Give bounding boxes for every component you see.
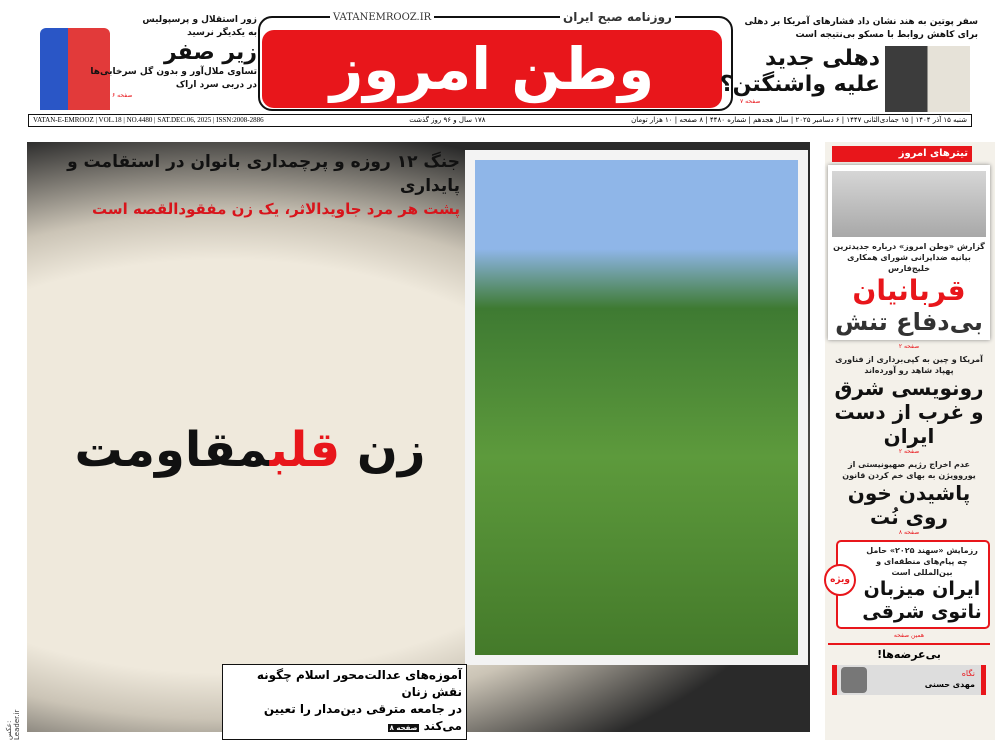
item-kicker: گزارش «وطن امروز» درباره جدیدترین بیانیه ضدایرانی شورای همکاری خلیج‌فارس bbox=[833, 242, 985, 273]
masthead-logo bbox=[262, 30, 722, 108]
gulf-card[interactable] bbox=[828, 165, 990, 340]
item-headline: بی‌دفاع تنش bbox=[835, 308, 983, 336]
putin-headline[interactable] bbox=[719, 46, 880, 106]
sport-teaser[interactable] bbox=[90, 14, 257, 100]
item-kicker: عدم اخراج رژیم صهیونیستی از یوروویژن به بهای خم کردن قانون bbox=[842, 460, 976, 480]
item-headline: رونویسی شرق و غرب از دست ایران bbox=[834, 376, 984, 448]
dateline-years: ۱۷۸ سال و ۹۶ روز گذشت bbox=[409, 116, 486, 124]
column-label: نگاه bbox=[961, 669, 975, 678]
headline-part: زن bbox=[340, 422, 426, 478]
putin-teaser[interactable] bbox=[738, 16, 978, 42]
page-ref: صفحه ۸ bbox=[898, 529, 920, 536]
sport-kicker: زور استقلال و پرسپولیس bbox=[142, 15, 257, 25]
logo-text: وطن امروز bbox=[329, 35, 655, 103]
sidebar-title: تیترهای امروز bbox=[832, 146, 972, 162]
gcc-leaders-photo bbox=[832, 171, 986, 237]
headline-line: علیه واشنگتن؟ bbox=[719, 72, 880, 97]
page-ref: صفحه ۸ bbox=[389, 724, 418, 732]
headline-part: مقاومت bbox=[74, 422, 270, 478]
caption-line: آموزه‌های عدالت‌محور اسلام چگونه نقش زنان bbox=[256, 668, 462, 699]
caption-line: در جامعه مترقی دین‌مدار را تعیین می‌کند bbox=[263, 702, 462, 733]
divider bbox=[828, 643, 990, 645]
putin-kicker: سفر پوتین به هند نشان داد فشارهای آمریکا بر دهلی bbox=[744, 17, 978, 27]
photo-caption[interactable] bbox=[222, 664, 467, 740]
sport-sub: تساوی ملال‌آور و بدون گل سرخابی‌ها bbox=[90, 67, 257, 77]
masthead-subtitle: روزنامه صبح ایران bbox=[560, 10, 675, 24]
main-headline[interactable] bbox=[40, 420, 460, 480]
sport-kicker: به یکدیگر نرسید bbox=[187, 28, 257, 38]
page-ref: صفحه ۶ bbox=[112, 92, 133, 99]
item-kicker: آمریکا و چین به کپی‌برداری از فناوری پهپاد شاهد رو آورده‌اند bbox=[835, 355, 983, 375]
sidebar-column bbox=[828, 146, 990, 695]
family-portrait-photo bbox=[465, 150, 808, 665]
special-box[interactable] bbox=[830, 540, 990, 629]
putin-kicker: برای کاهش روابط با مسکو بی‌نتیجه است bbox=[795, 30, 978, 40]
page-ref: صفحه ۷ bbox=[740, 98, 761, 105]
sport-headline: زیر صفر bbox=[163, 40, 257, 65]
headline-line: دهلی جدید bbox=[765, 46, 880, 71]
dateline-bar bbox=[28, 114, 972, 127]
page-ref: صفحه ۲ bbox=[898, 343, 920, 350]
photo-credit: عکس: Leader.ir bbox=[5, 709, 21, 740]
sidebar-item[interactable] bbox=[832, 241, 986, 336]
sidebar-item[interactable] bbox=[828, 459, 990, 537]
author-box[interactable] bbox=[832, 665, 986, 695]
page-ref: صفحه ۲ bbox=[898, 448, 920, 455]
kicker-line: جنگ ۱۲ روزه و پرچمداری بانوان در استقامت و پایداری bbox=[67, 152, 460, 196]
column-title[interactable]: بی‌عرضه‌ها! bbox=[877, 648, 941, 661]
headline-part-red: قلب bbox=[269, 422, 341, 478]
kicker-line-red: پشت هر مرد جاویدالاثر، یک زن مفقودالقصه است bbox=[91, 200, 460, 218]
site-url: VATANEMROOZ.IR bbox=[330, 12, 434, 24]
putin-modi-photo bbox=[885, 46, 970, 112]
special-badge: ویژه bbox=[824, 564, 856, 596]
dateline-persian: شنبه ۱۵ آذر ۱۴۰۴ | ۱۵ جمادی‌الثانی ۱۴۴۷ | ۶ دسامبر ۲۰۲۵ | سال هجدهم | شماره ۴۴۸۰ | ۸ صفحه | ۱۰ هزار تومان bbox=[631, 116, 967, 124]
sport-sub: در دربی سرد اراک bbox=[175, 80, 257, 90]
author-name: مهدی حسنی bbox=[924, 680, 975, 689]
sidebar-item[interactable] bbox=[828, 354, 990, 456]
dateline-english: VATAN-E-EMROOZ | VOL.18 | NO.4480 | SAT.DEC.06, 2025 | ISSN:2008-2886 bbox=[33, 116, 264, 124]
main-kicker[interactable] bbox=[40, 150, 460, 220]
author-avatar bbox=[841, 667, 867, 693]
item-headline: پاشیدن خون روی نُت bbox=[847, 481, 971, 529]
item-kicker: رزمایش «سهند ۲۰۲۵» حامل چه پیام‌های منطقه‌ای و بین‌المللی است bbox=[866, 546, 978, 577]
page-ref: همین صفحه bbox=[893, 632, 925, 639]
item-headline: ایران میزبان ناتوی شرقی bbox=[862, 578, 982, 623]
item-headline-red: قربانیان bbox=[852, 274, 966, 307]
